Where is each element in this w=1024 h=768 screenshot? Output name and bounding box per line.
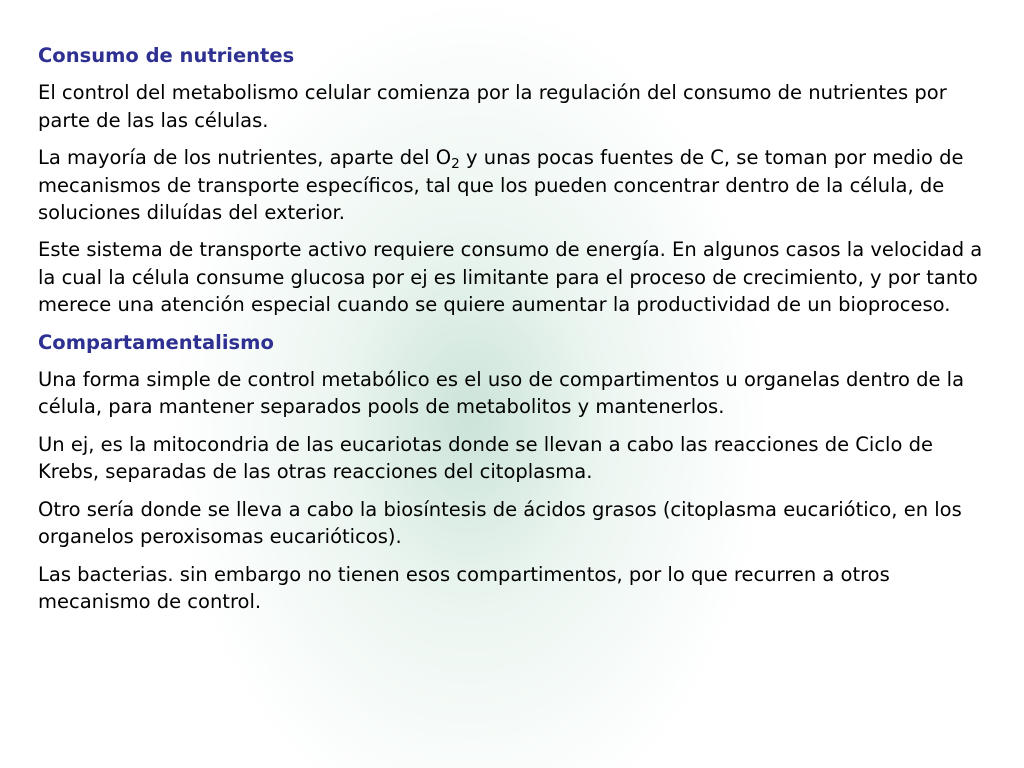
paragraph-transporte-activo: Este sistema de transporte activo requiere consumo de energía. En algunos casos la velocidad a la cual la célula consume glucosa por ej es limitante para el proceso de crecimiento, y por tanto merece una atención especial cuando se quiere aumentar la productividad de un bioproceso. bbox=[38, 238, 983, 317]
paragraph-bacterias: Las bacterias. sin embargo no tienen esos compartimentos, por lo que recurren a otros mecanismo de control. bbox=[38, 562, 890, 613]
paragraph-control-metabolismo: El control del metabolismo celular comienza por la regulación del consumo de nutrientes por parte de las las células. bbox=[38, 81, 947, 132]
heading-consumo-nutrientes: Consumo de nutrientes bbox=[38, 44, 295, 67]
heading-compartamentalismo: Compartamentalismo bbox=[38, 330, 274, 354]
paragraph-organelas: Una forma simple de control metabólico es el uso de compartimentos u organelas dentro de la célula, para mantener separados pools de metabolitos y mantenerlos. bbox=[38, 368, 965, 419]
paragraph-nutrientes-transporte bbox=[38, 144, 988, 226]
paragraph-biosintesis: Otro sería donde se lleva a cabo la biosíntesis de ácidos grasos (citoplasma eucariótico, en los organelos peroxisomas eucarióticos). bbox=[38, 497, 962, 549]
paragraph-nutrientes-text-b: y unas pocas fuentes de C, se toman por medio de mecanismos de transporte específicos, tal que los pueden concentrar dentro de la célula, de soluciones diluídas del exterior. bbox=[38, 146, 964, 225]
paragraph-mitocondria: Un ej, es la mitocondria de las eucariotas donde se llevan a cabo las reacciones de Ciclo de Krebs, separadas de las otras reacciones del citoplasma. bbox=[38, 432, 933, 484]
oxygen-subscript: 2 bbox=[451, 156, 460, 173]
slide-content bbox=[38, 42, 988, 625]
paragraph-nutrientes-text-a: La mayoría de los nutrientes, aparte del O bbox=[38, 146, 452, 170]
